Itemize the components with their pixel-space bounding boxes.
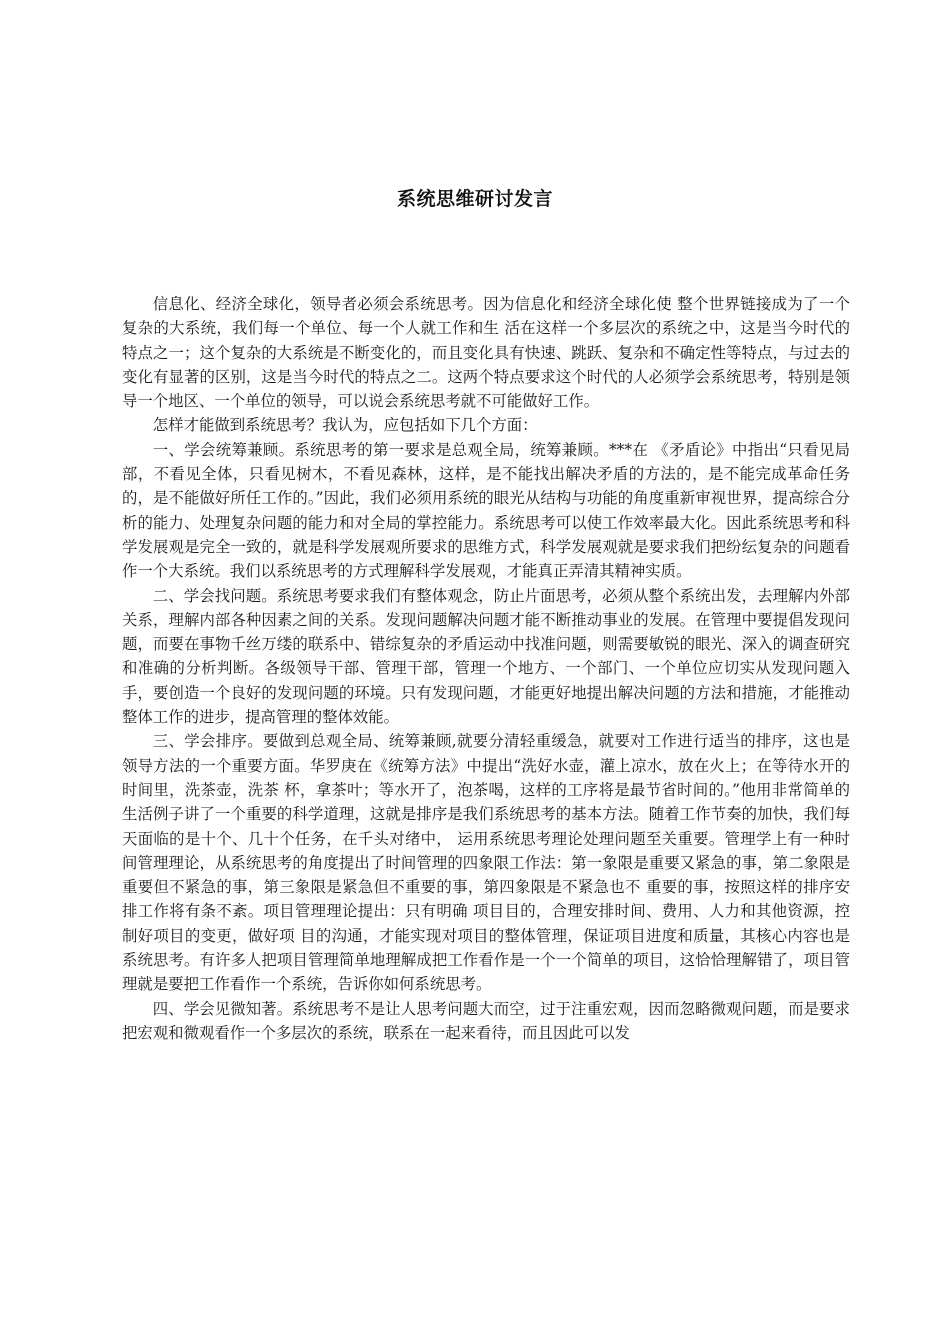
paragraph-section-4: 四、学会见微知著。系统思考不是让人思考问题大而空，过于注重宏观，因而忽略微观问题，而是要求把宏观和微观看作一个多层次的系统，联系在一起来看待，而且因此可以发 (122, 999, 850, 1042)
paragraph-section-3: 三、学会排序。要做到总观全局、统筹兼顾,就要分清轻重缓急，就要对工作进行适当的排序，这也是领导方法的一个重要方面。华罗庚在《统筹方法》中提出“洗好水壶，灌上凉水，放在火上；在等待水开的时间里，洗茶壶，洗茶 杯，拿茶叶；等水开了，泡茶喝，这样的工序将是最节省时间的。”他用非常简单的生活例子讲了一个重要的科学道理，这就是排序是我们系统思考的基本方法。随着工作节奏的加快，我们每天面临的是十个、几十个任务，在千头对绪中， 运用系统思考理论处理问题至关重要。管理学上有一种时间管理理论，从系统思考的角度提出了时间管理的四象限工作法：第一象限是重要又紧急的事，第二象限是重要但不紧急的事，第三象限是紧急但不重要的事，第四象限是不紧急也不 重要的事，按照这样的排序安排工作将有条不紊。项目管理理论提出：只有明确 项目目的，合理安排时间、费用、人力和其他资源，控制好项目的变更，做好项 目的沟通，才能实现对项目的整体管理，保证项目进度和质量，其核心内容也是系统思考。有许多人把项目管理简单地理解成把工作看作是一个一个简单的项目，这恰恰理解错了，项目管理就是要把工作看作一个系统，告诉你如何系统思考。 (122, 732, 850, 994)
paragraph-section-2: 二、学会找问题。系统思考要求我们有整体观念，防止片面思考，必须从整个系统出发，去理解内外部关系，理解内部各种因素之间的关系。发现问题解决问题才能不断推动事业的发展。在管理中要提倡发现问题，而要在事物千丝万缕的联系中、错综复杂的矛盾运动中找准问题，则需要敏锐的眼光、深入的调查研究和准确的分析判断。各级领导干部、管理干部，管理一个地方、一个部门、一个单位应切实从发现问题入手，要创造一个良好的发现问题的环境。只有发现问题，才能更好地提出解决问题的方法和措施，才能推动整体工作的进步，提高管理的整体效能。 (122, 586, 850, 727)
paragraph-section-1: 一、学会统筹兼顾。系统思考的第一要求是总观全局，统筹兼顾。***在 《矛盾论》中指出“只看见局部，不看见全体，只看见树木，不看见森林，这样，是不能找出解决矛盾的方法的，是不能完成革命任务的，是不能做好所任工作的。”因此，我们必须用系统的眼光从结构与功能的角度重新审视世界，提高综合分析的能力、处理复杂问题的能力和对全局的掌控能力。系统思考可以使工作效率最大化。因此系统思考和科学发展观是完全一致的，就是科学发展观所要求的思维方式，科学发展观就是要求我们把纷纭复杂的问题看作一个大系统。我们以系统思考的方式理解科学发展观，才能真正弄清其精神实质。 (122, 440, 850, 581)
paragraph-question: 怎样才能做到系统思考？我认为，应包括如下几个方面： (152, 416, 538, 435)
document-title: 系统思维研讨发言 (396, 188, 553, 210)
paragraph-intro: 信息化、经济全球化，领导者必须会系统思考。因为信息化和经济全球化使 整个世界链接成为了一个复杂的大系统，我们每一个单位、每一个人就工作和生 活在这样一个多层次的系统之中，这是当今时代的特点之一；这个复杂的大系统是不断变化的，而且变化具有快速、跳跃、复杂和不确定性等特点，与过去的变化有显著的区别，这是当今时代的特点之二。这两个特点要求这个时代的人必须学会系统思考，特别是领导一个地区、一个单位的领导，可以说会系统思考就不可能做好工作。 (122, 295, 850, 411)
document-body (122, 292, 850, 1045)
